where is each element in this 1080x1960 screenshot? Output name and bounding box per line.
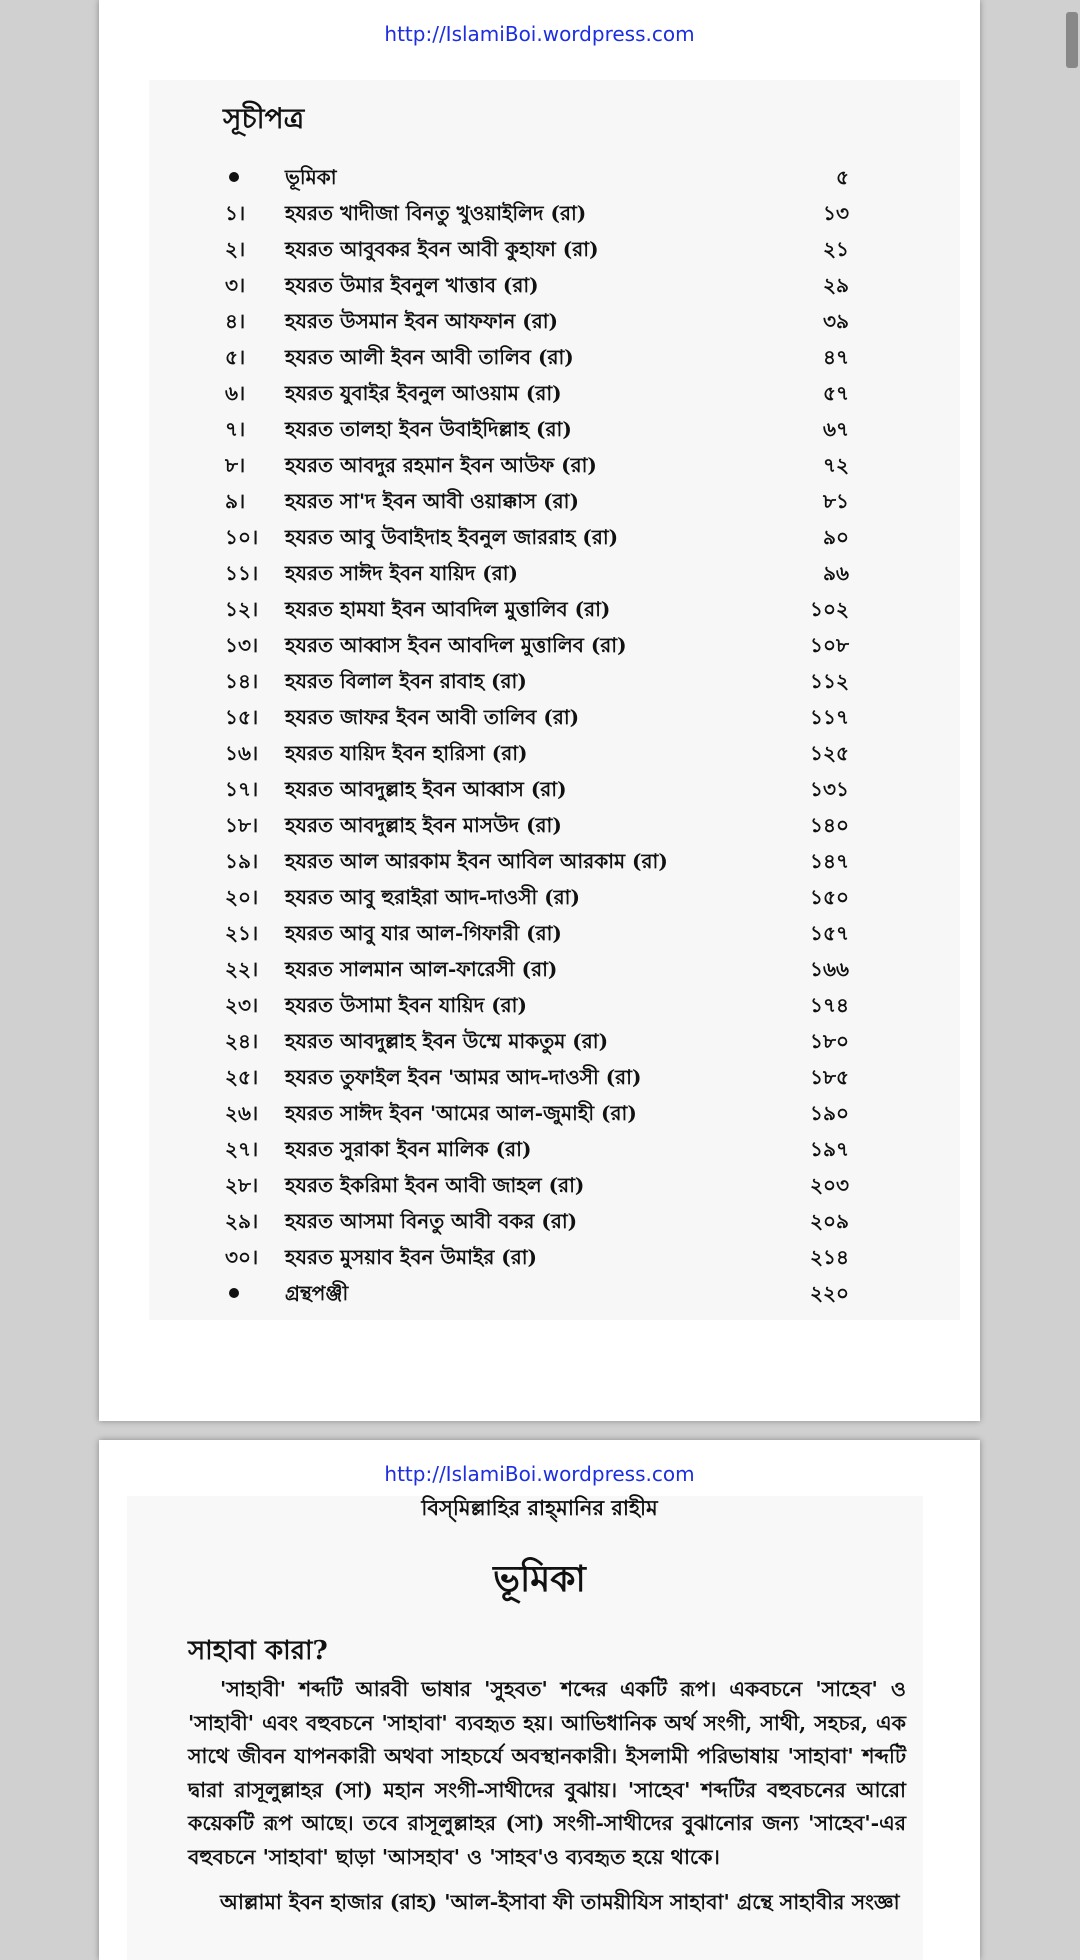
toc-entry-page: ১১২ [810,669,849,693]
toc-entry-title: হযরত খাদীজা বিনতু খুওয়াইলিদ (রা) [285,201,587,225]
toc-entry-title: হযরত ইকরিমা ইবন আবী জাহল (রা) [285,1173,585,1197]
toc-entry [99,1275,980,1311]
bullet-icon [229,172,239,182]
toc-entry-number: ৭। [225,417,246,441]
toc-entry-page: ১৭৪ [810,993,849,1017]
toc-entry [99,483,980,519]
toc-entry [99,1023,980,1059]
toc-entry [99,591,980,627]
toc-entry-page: ৫৭ [823,381,849,405]
toc-entry-title: হযরত সালমান আল-ফারেসী (রা) [285,957,558,981]
toc-entry-number: ২১। [225,921,259,945]
toc-entry-title: হযরত বিলাল ইবন রাবাহ (রা) [285,669,527,693]
toc-entry-number: ২৬। [225,1101,259,1125]
toc-entry-number: ১৪। [225,669,259,693]
toc-entry-title: হযরত উসামা ইবন যায়িদ (রা) [285,993,527,1017]
toc-entry [99,1131,980,1167]
toc-entry-number: ১৩। [225,633,259,657]
toc-entry-page: ৮১ [823,489,849,513]
toc-entry-page: ১০২ [810,597,849,621]
toc-entry [99,627,980,663]
toc-entry [99,951,980,987]
toc-entry-number: ২। [225,237,246,261]
toc-entry-page: ১৯৭ [810,1137,849,1161]
toc-entry [99,267,980,303]
toc-entry-number: ১২। [225,597,259,621]
toc-entry [99,231,980,267]
toc-entry-number: ২০। [225,885,259,909]
toc-entry [99,1059,980,1095]
toc-entry-number: ১১। [225,561,259,585]
toc-entry-number: ১৬। [225,741,259,765]
toc-entry-title: হযরত আব্বাস ইবন আবদিল মুত্তালিব (রা) [285,633,627,657]
section-heading: সাহাবা কারা? [188,1636,328,1666]
toc-entry-title: হযরত আল আরকাম ইবন আবিল আরকাম (রা) [285,849,668,873]
toc-entry-title: হযরত আবুবকর ইবন আবী কুহাফা (রা) [285,237,599,261]
toc-entry [99,843,980,879]
toc-entry-page: ৭২ [822,453,849,477]
toc-entry-number: ৯। [225,489,246,513]
toc-entry-number: ৪। [225,309,246,333]
paragraph: আল্লামা ইবন হাজার (রাহ) 'আল-ইসাবা ফী তাময়ীযিস সাহাবা' গ্রন্থে সাহাবীর সংজ্ঞা [220,1890,900,1914]
toc-entry-number: ২২। [225,957,259,981]
scrollbar-thumb[interactable] [1066,12,1078,68]
toc-entry-page: ১৫০ [810,885,849,909]
toc-entry-number: ৮। [225,453,246,477]
toc-entry-page: ৬৭ [822,417,849,441]
toc-entry-page: ১৯০ [810,1101,849,1125]
toc-entry-page: ১০৮ [810,633,849,657]
bismillah-line: বিস্‌মিল্লাহির রাহ্‌মানির রাহীম [421,1495,658,1520]
toc-entry-number: ১। [225,201,246,225]
bullet-icon [229,1288,239,1298]
toc-entry-title: হযরত আবদুল্লাহ ইবন আব্বাস (রা) [285,777,567,801]
toc-entry-page: ১৬৬ [810,957,849,981]
toc-entry [99,555,980,591]
toc-entry-title: হযরত উমার ইবনুল খাত্তাব (রা) [285,273,539,297]
toc-entry-page: ২১ [823,237,849,261]
toc-entry-number: ২৫। [225,1065,259,1089]
toc-entry-title: হযরত আবু হুরাইরা আদ-দাওসী (রা) [285,885,580,909]
toc-entry [99,807,980,843]
toc-entry-page: ১৪৭ [810,849,849,873]
toc-entry-title: হযরত সাঈদ ইবন যায়িদ (রা) [285,561,518,585]
toc-entry [99,879,980,915]
toc-entry-number: ২৭। [225,1137,259,1161]
toc-entry-page: ৩৯ [823,309,849,333]
toc-entry-page: ১৩ [823,201,849,225]
toc-entry-page: ১৪০ [810,813,849,837]
toc-entry-title: হযরত যুবাইর ইবনুল আওয়াম (রা) [285,381,562,405]
toc-entry-page: ২২০ [809,1281,849,1305]
toc-entry-title: হযরত সাঈদ ইবন 'আমের আল-জুমাহী (রা) [285,1101,637,1125]
toc-entry-title: হযরত আসমা বিনতু আবী বকর (রা) [285,1209,578,1233]
toc-entry [99,159,980,195]
toc-entry [99,375,980,411]
toc-entry-title: হযরত আবদুল্লাহ ইবন উম্মে মাকতুম (রা) [285,1029,609,1053]
toc-entry [99,1203,980,1239]
toc-title: সূচীপত্র [223,102,305,135]
toc-entry [99,411,980,447]
toc-entry-title: গ্রন্থপঞ্জী [285,1281,349,1305]
toc-entry-page: ২১৪ [810,1245,849,1269]
toc-entry-page: ১১৭ [810,705,849,729]
toc-entry [99,663,980,699]
toc-entry-number: ১৯। [225,849,259,873]
toc-entry [99,915,980,951]
toc-entry-number: ২৪। [225,1029,259,1053]
toc-entry-title: হযরত আবু উবাইদাহ ইবনুল জাররাহ (রা) [285,525,619,549]
toc-entry [99,1095,980,1131]
toc-entry-page: ১৫৭ [810,921,849,945]
toc-entry [99,735,980,771]
toc-entry-page: ২০৯ [810,1209,849,1233]
intro-page [99,1440,980,1960]
toc-entry-title: হযরত আবদুর রহমান ইবন আউফ (রা) [285,453,597,477]
toc-entry [99,1239,980,1275]
toc-entry-number: ১৫। [225,705,259,729]
toc-entry-title: হযরত আবু যার আল-গিফারী (রা) [285,921,562,945]
toc-entry-title: হযরত জাফর ইবন আবী তালিব (রা) [285,705,580,729]
toc-entry-number: ১৭। [225,777,259,801]
toc-entry-title: হযরত হামযা ইবন আবদিল মুত্তালিব (রা) [285,597,611,621]
toc-entry [99,195,980,231]
header-url-link[interactable]: http://IslamiBoi.wordpress.com [384,1462,695,1486]
toc-entry-page: ২৯ [823,273,849,297]
toc-entry-title: হযরত তালহা ইবন উবাইদিল্লাহ (রা) [285,417,572,441]
page-title: ভূমিকা [493,1558,586,1600]
toc-entry-number: ১০। [225,525,259,549]
toc-entry-number: ৩০। [225,1245,259,1269]
toc-entry-title: হযরত সুরাকা ইবন মালিক (রা) [285,1137,532,1161]
toc-entry [99,339,980,375]
toc-entry-page: ৫ [836,165,849,189]
toc-entry-page: ৯০ [823,525,849,549]
toc-entry-number: ৬। [225,381,246,405]
toc-entry [99,699,980,735]
toc-entry-page: ৯৬ [823,561,849,585]
toc-page [99,0,980,1421]
toc-entry-number: ২৩। [225,993,259,1017]
toc-entry-page: ৪৭ [823,345,849,369]
toc-entry-page: ২০৩ [809,1173,849,1197]
toc-entry-page: ১২৫ [810,741,849,765]
toc-entry [99,519,980,555]
toc-entry-title: হযরত সা'দ ইবন আবী ওয়াক্কাস (রা) [285,489,579,513]
toc-entry [99,771,980,807]
toc-entry-title: হযরত যায়িদ ইবন হারিসা (রা) [285,741,528,765]
toc-entry-page: ১৮৫ [810,1065,849,1089]
toc-entry-title: হযরত আলী ইবন আবী তালিব (রা) [285,345,574,369]
toc-entry [99,303,980,339]
toc-entry-title: হযরত উসমান ইবন আফফান (রা) [285,309,559,333]
paragraph: 'সাহাবী' শব্দটি আরবী ভাষার 'সুহবত' শব্দের একটি রূপ। একবচনে 'সাহেব' ও 'সাহাবী' এবং বহুবচনে 'সাহাবা' ব্যবহৃত হয়। আভিধানিক অর্থ সংগী, সাথী, সহচর, এক সাথে জীবন যাপনকারী অথবা সাহচর্যে অবস্থানকারী। ইসলামী পরিভাষায় 'সাহাবা' শব্দটি দ্বারা রাসূলুল্লাহর (সা) মহান সংগী-সাথীদের বুঝায়। 'সাহেব' শব্দটির বহুবচনের আরো কয়েকটি রূপ আছে। তবে রাসূলুল্লাহর (সা) সংগী-সাথীদের বুঝানোর জন্য 'সাহেব'-এর বহুবচনে 'সাহাবা' ছাড়া 'আসহাব' ও 'সাহব'ও ব্যবহৃত হয়ে থাকে। [188,1677,906,1869]
toc-entry-title: হযরত আবদুল্লাহ ইবন মাসউদ (রা) [285,813,562,837]
toc-entry-number: ২৮। [225,1173,259,1197]
toc-entry-page: ১৮০ [810,1029,849,1053]
toc-entry-number: ১৮। [225,813,259,837]
header-url-link[interactable]: http://IslamiBoi.wordpress.com [384,22,695,46]
toc-entry-title: ভূমিকা [285,165,337,189]
toc-entry [99,1167,980,1203]
toc-entry-number: ৩। [225,273,246,297]
toc-entry [99,987,980,1023]
toc-entry-title: হযরত মুসয়াব ইবন উমাইর (রা) [285,1245,538,1269]
toc-entry-title: হযরত তুফাইল ইবন 'আমর আদ-দাওসী (রা) [285,1065,642,1089]
toc-entry-page: ১৩১ [810,777,849,801]
toc-entry-number: ৫। [225,345,246,369]
toc-entry-number: ২৯। [225,1209,259,1233]
toc-entry [99,447,980,483]
